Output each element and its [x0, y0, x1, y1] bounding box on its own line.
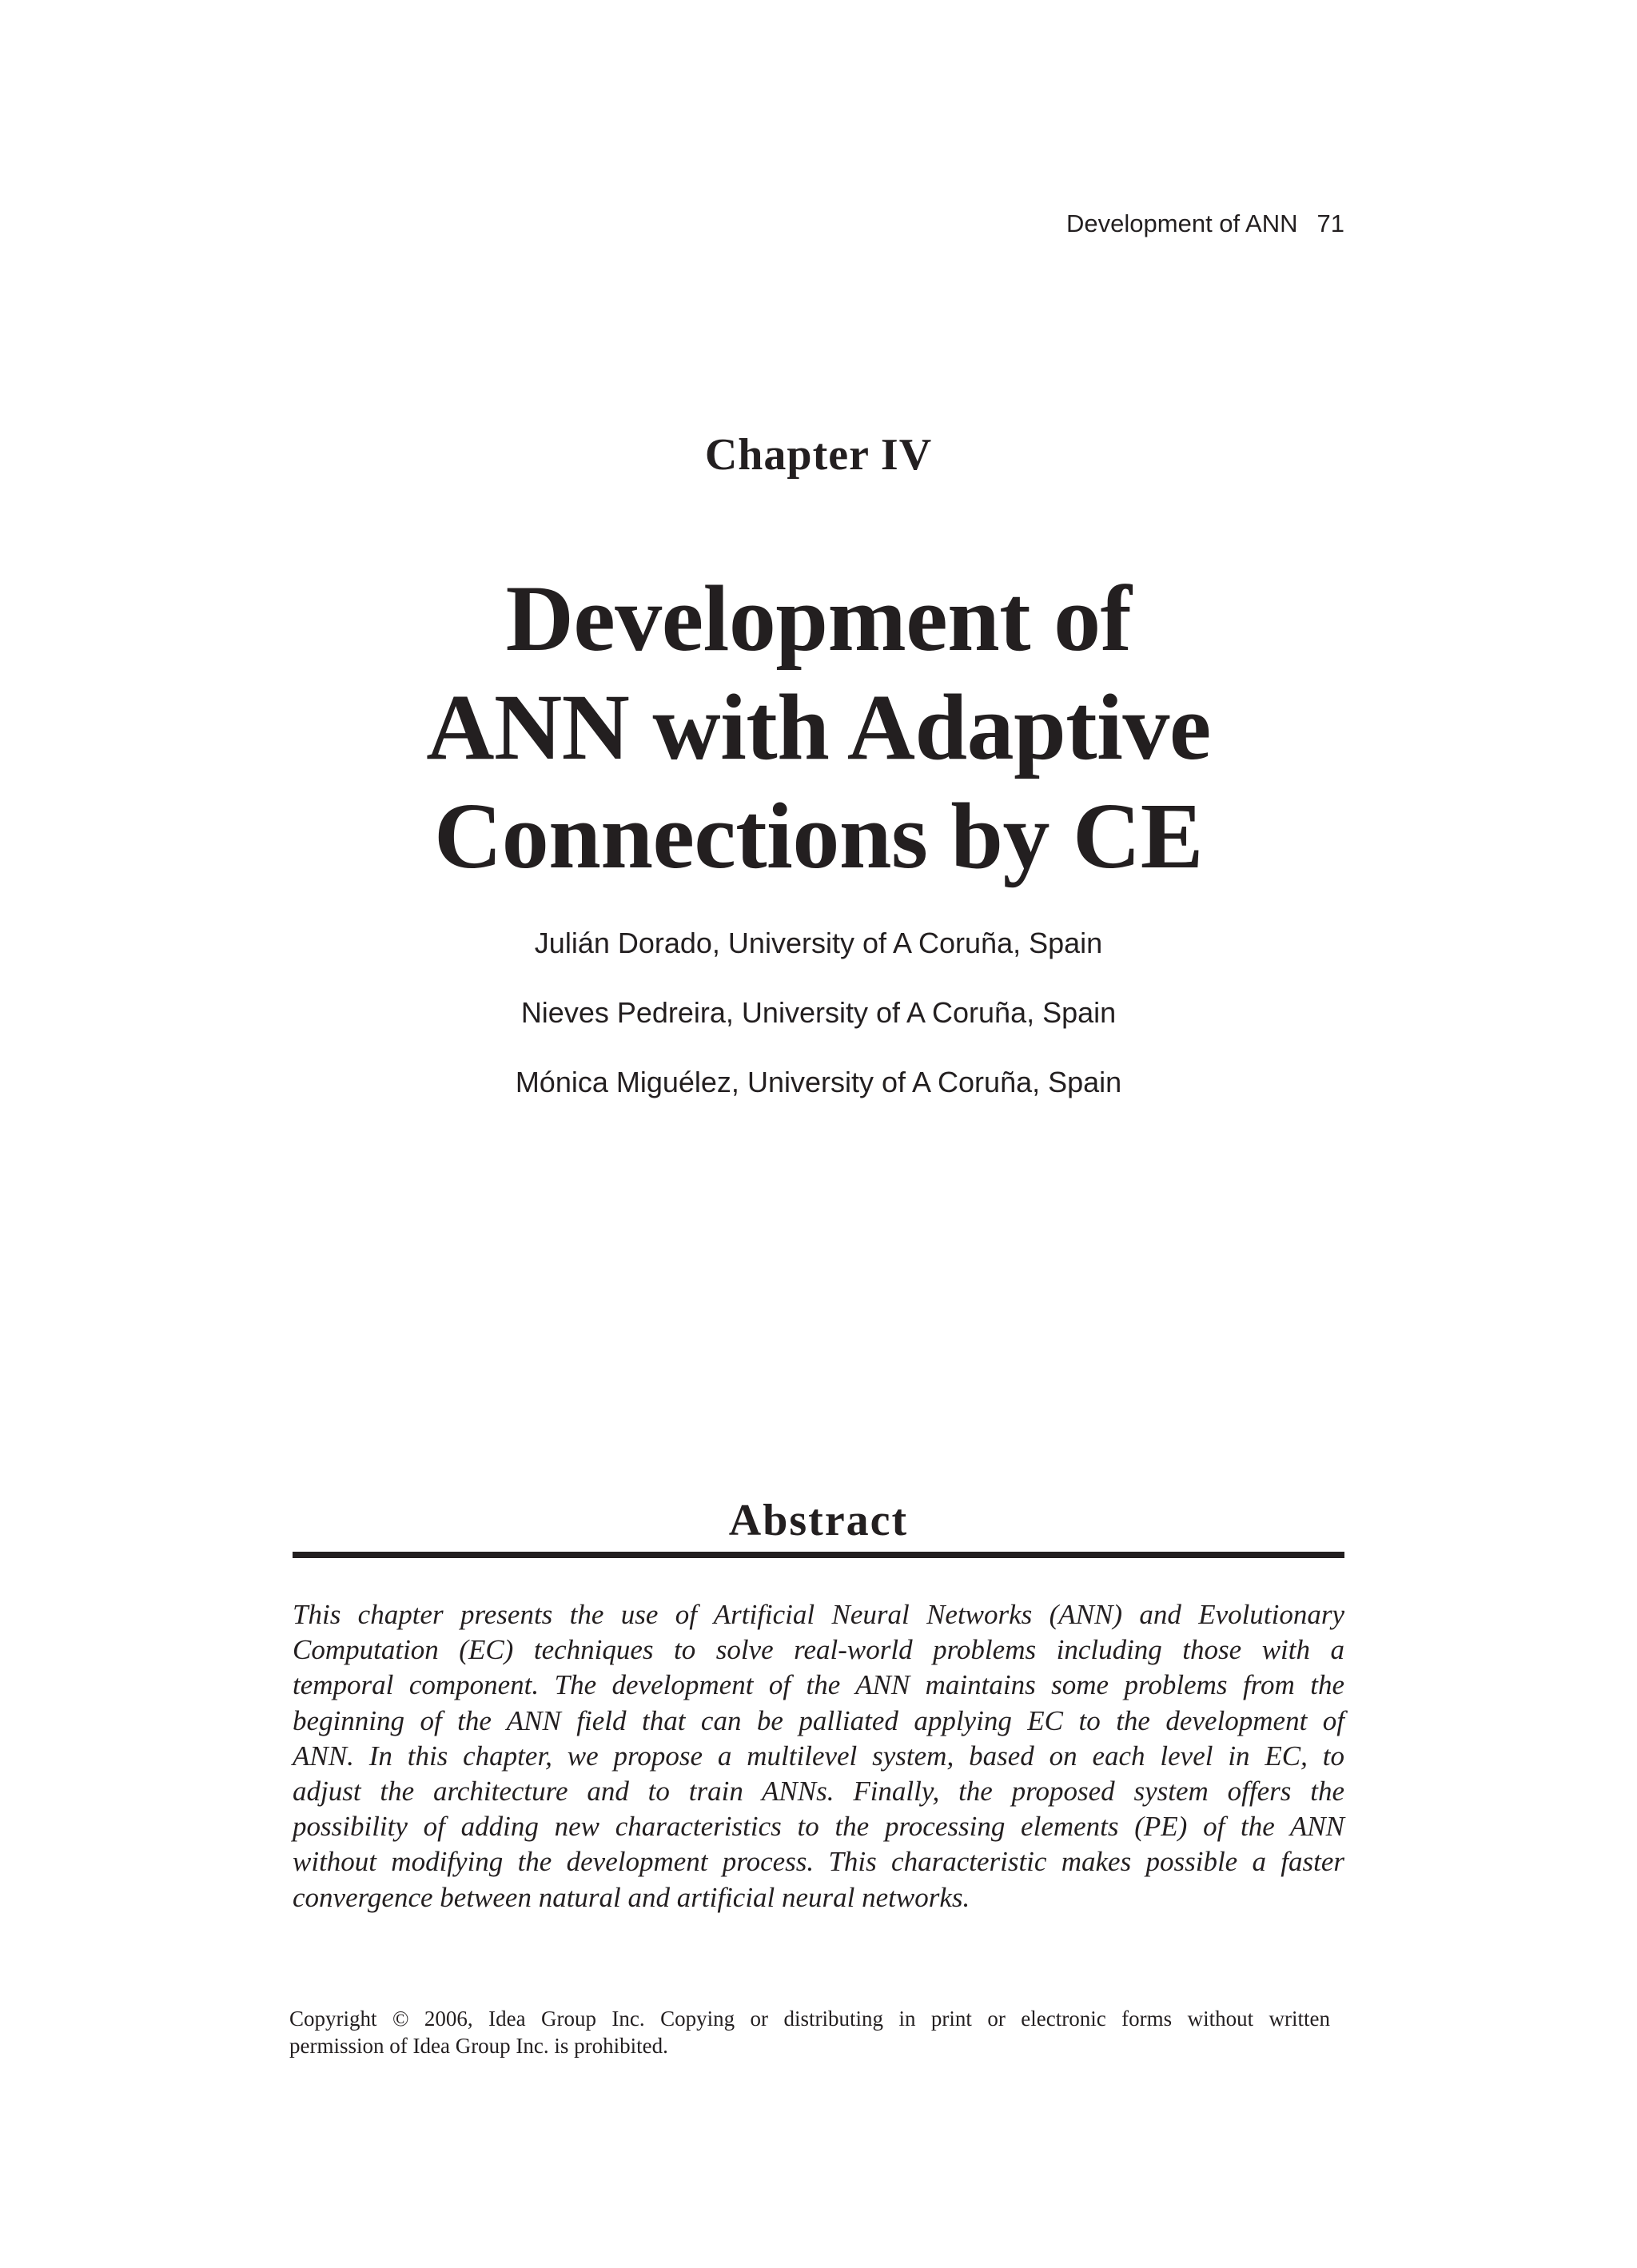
chapter-title — [0, 564, 1637, 891]
chapter-label: Chapter IV — [704, 430, 933, 480]
author-affiliation: Julián Dorado, University of A Coruña, Spain — [534, 927, 1103, 959]
abstract-line: ANN. In this chapter, we propose a multilevel system, based on each level in EC, to — [293, 1740, 1344, 1772]
copyright-line: Copyright © 2006, Idea Group Inc. Copying or distributing in print or electronic forms without written — [289, 2007, 1330, 2031]
author-affiliation: Mónica Miguélez, University of A Coruña, Spain — [515, 1066, 1122, 1098]
copyright-notice — [289, 2005, 1330, 2059]
abstract-line: Computation (EC) techniques to solve real-world problems including those with a — [293, 1634, 1344, 1666]
running-header — [1066, 209, 1344, 238]
copyright-line: permission of Idea Group Inc. is prohibited. — [289, 2034, 668, 2058]
abstract-line: beginning of the ANN field that can be palliated applying EC to the development of — [293, 1704, 1344, 1736]
abstract-line: possibility of adding new characteristics to the processing elements (PE) of the ANN — [293, 1811, 1344, 1843]
abstract-line: convergence between natural and artificial neural networks. — [293, 1881, 970, 1913]
abstract-line: temporal component. The development of the ANN maintains some problems from the — [293, 1669, 1344, 1701]
abstract-line: adjust the architecture and to train ANNs. Finally, the proposed system offers the — [293, 1775, 1344, 1807]
abstract-line: This chapter presents the use of Artificial Neural Networks (ANN) and Evolutionary — [293, 1599, 1344, 1630]
page-number: 71 — [1316, 209, 1344, 237]
abstract-body — [293, 1597, 1344, 1915]
abstract-heading: Abstract — [728, 1496, 909, 1545]
author-affiliation: Nieves Pedreira, University of A Coruña, Spain — [520, 996, 1117, 1029]
chapter-title-line: ANN with Adaptive — [426, 675, 1211, 779]
abstract-line: without modifying the development process. This characteristic makes possible a faster — [293, 1846, 1344, 1878]
author-list — [0, 926, 1637, 1134]
running-header-title: Development of ANN — [1066, 209, 1298, 237]
abstract-divider — [293, 1552, 1344, 1558]
chapter-title-line: Development of — [505, 566, 1132, 671]
chapter-title-line: Connections by CE — [434, 783, 1203, 888]
